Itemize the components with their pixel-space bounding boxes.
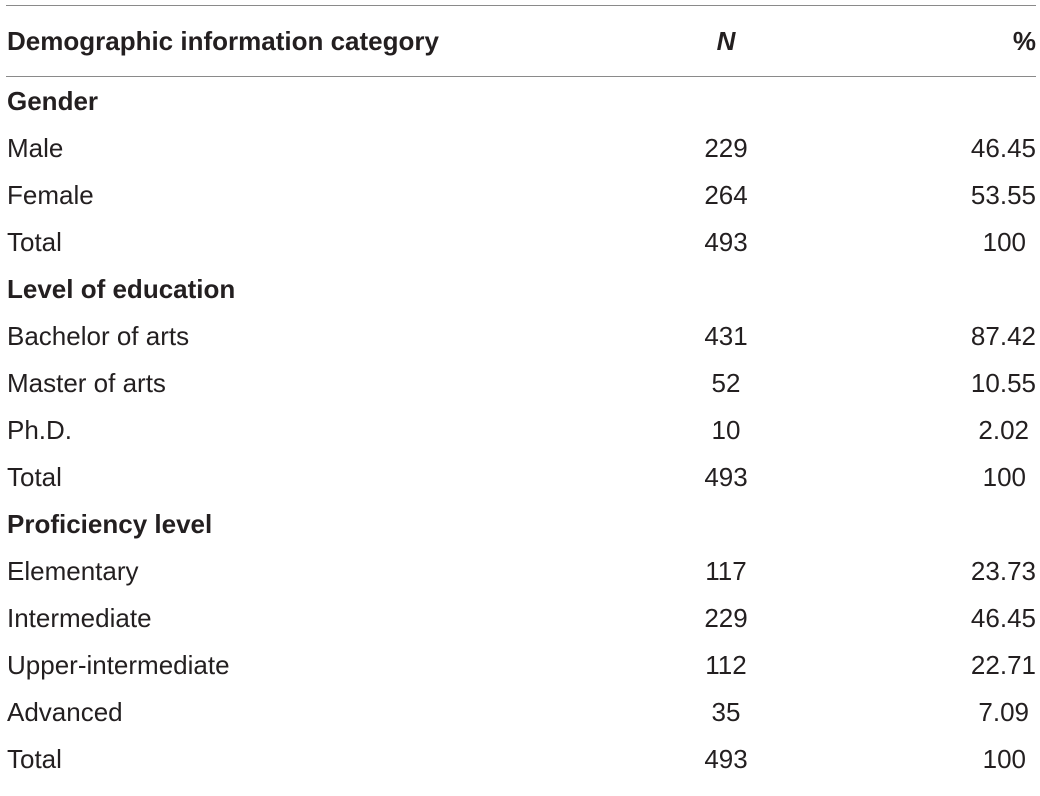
table-header-row: [6, 6, 1036, 76]
row-label: Intermediate: [7, 602, 152, 633]
section-heading-gender: [6, 77, 1036, 124]
row-pct: 100: [982, 226, 1026, 257]
section-heading-proficiency: [6, 500, 1036, 547]
row-label: Upper-intermediate: [7, 649, 230, 680]
table-row: [6, 547, 1036, 594]
section-title: Proficiency level: [7, 508, 213, 539]
row-n-value: 431: [704, 320, 748, 351]
row-label: Total: [7, 743, 62, 774]
table-row: [6, 594, 1036, 641]
section-title: Level of education: [7, 273, 236, 304]
row-pct: 100: [982, 461, 1026, 492]
row-pct: 2.02: [978, 414, 1029, 445]
row-pct: 7.09: [978, 696, 1029, 727]
table-row: [6, 688, 1036, 735]
row-n-value: 493: [704, 226, 748, 257]
row-n-value: 35: [711, 696, 741, 727]
row-n-value: 264: [704, 179, 748, 210]
row-label: Master of arts: [7, 367, 166, 398]
header-category: Demographic information category: [7, 26, 439, 56]
row-label: Advanced: [7, 696, 123, 727]
demographics-table: [6, 5, 1036, 782]
table-row: [6, 406, 1036, 453]
row-pct: 23.73: [970, 555, 1036, 586]
row-label: Total: [7, 461, 62, 492]
header-pct: %: [1012, 26, 1036, 56]
row-n-value: 10: [711, 414, 741, 445]
row-pct: 46.45: [970, 132, 1036, 163]
row-n-value: 229: [704, 132, 748, 163]
row-n-value: 229: [704, 602, 748, 633]
row-pct: 46.45: [970, 602, 1036, 633]
table-row: [6, 124, 1036, 171]
row-label: Total: [7, 226, 62, 257]
table-row: [6, 453, 1036, 500]
section-heading-education: [6, 265, 1036, 312]
row-pct: 100: [982, 743, 1026, 774]
row-n-value: 493: [704, 461, 748, 492]
row-label: Elementary: [7, 555, 139, 586]
header-n-label: N: [716, 26, 736, 56]
row-pct: 10.55: [970, 367, 1036, 398]
section-title: Gender: [7, 85, 99, 116]
table-row: [6, 359, 1036, 406]
row-label: Ph.D.: [7, 414, 73, 445]
row-n-value: 493: [704, 743, 748, 774]
row-label: Male: [7, 132, 64, 163]
row-pct: 53.55: [970, 179, 1036, 210]
table-row: [6, 218, 1036, 265]
table-row: [6, 312, 1036, 359]
table-body: [6, 77, 1036, 782]
table-row: [6, 171, 1036, 218]
row-pct: 22.71: [970, 649, 1036, 680]
row-label: Female: [7, 179, 94, 210]
table-row: [6, 641, 1036, 688]
row-pct: 87.42: [970, 320, 1036, 351]
row-label: Bachelor of arts: [7, 320, 190, 351]
table-row: [6, 735, 1036, 782]
row-n-value: 117: [705, 555, 747, 586]
row-n-value: 112: [705, 649, 747, 680]
row-n-value: 52: [711, 367, 741, 398]
